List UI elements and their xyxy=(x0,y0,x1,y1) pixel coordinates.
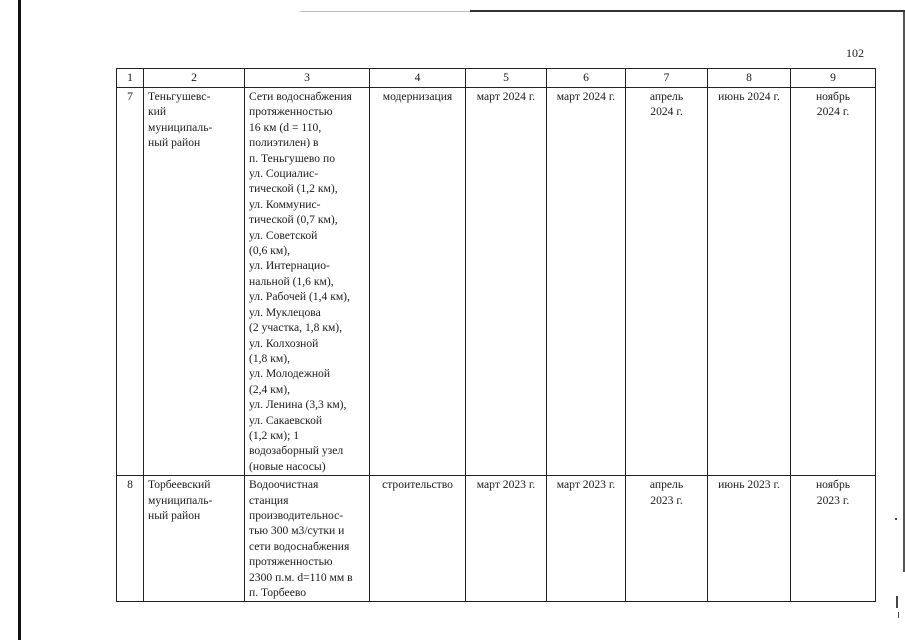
column-header: 5 xyxy=(466,69,547,88)
date-cell-col9: ноябрь 2024 г. xyxy=(791,88,876,476)
scan-speck xyxy=(898,612,899,618)
table-row xyxy=(117,88,876,476)
table-row xyxy=(117,476,876,602)
column-header: 3 xyxy=(245,69,370,88)
scan-speck xyxy=(895,518,897,520)
schedule-table xyxy=(116,68,876,602)
column-header: 4 xyxy=(370,69,466,88)
work-type-cell: строительство xyxy=(370,476,466,602)
row-number: 8 xyxy=(117,476,144,602)
date-cell-col8: июнь 2023 г. xyxy=(708,476,791,602)
scan-top-edge xyxy=(470,10,905,12)
date-cell-col9: ноябрь 2023 г. xyxy=(791,476,876,602)
scan-speck xyxy=(896,596,898,608)
date-cell-col7: апрель 2024 г. xyxy=(626,88,708,476)
column-header: 8 xyxy=(708,69,791,88)
district-cell: Теньгушевс- кий муниципаль- ный район xyxy=(144,88,245,476)
date-cell-col5: март 2024 г. xyxy=(466,88,547,476)
date-cell-col7: апрель 2023 г. xyxy=(626,476,708,602)
scan-top-edge-faint xyxy=(300,11,470,12)
column-header: 9 xyxy=(791,69,876,88)
date-cell-col6: март 2023 г. xyxy=(547,476,626,602)
column-header: 2 xyxy=(144,69,245,88)
page-number: 102 xyxy=(846,46,864,60)
work-type-cell: модернизация xyxy=(370,88,466,476)
column-header: 6 xyxy=(547,69,626,88)
column-header: 7 xyxy=(626,69,708,88)
date-cell-col8: июнь 2024 г. xyxy=(708,88,791,476)
object-description-cell: Сети водоснабжения протяженностью 16 км (d = 110, полиэтилен) в п. Теньгушево по ул. Социалис- тической (1,2 км), ул. Коммунис- тической (0,7 км), ул. Советской (0,6 км), ул. Интернацио- нальной (1,6 км), ул. Рабочей (1,4 км), ул. Муклецова (2 участка, 1,8 км), ул. Колхозной (1,8 км), ул. Молодежной (2,4 км), ул. Ленина (3,3 км), ул. Сакаевской (1,2 км); 1 водозаборный узел (новые насосы) xyxy=(245,88,370,476)
object-description-cell: Водоочистная станция производительнос- тью 300 м3/сутки и сети водоснабжения протяженностью 2300 п.м. d=110 мм в п. Торбеево xyxy=(245,476,370,602)
row-number: 7 xyxy=(117,88,144,476)
scan-left-edge xyxy=(18,0,21,640)
date-cell-col6: март 2024 г. xyxy=(547,88,626,476)
district-cell: Торбеевский муниципаль- ный район xyxy=(144,476,245,602)
table-header-row xyxy=(117,69,876,88)
date-cell-col5: март 2023 г. xyxy=(466,476,547,602)
column-header: 1 xyxy=(117,69,144,88)
